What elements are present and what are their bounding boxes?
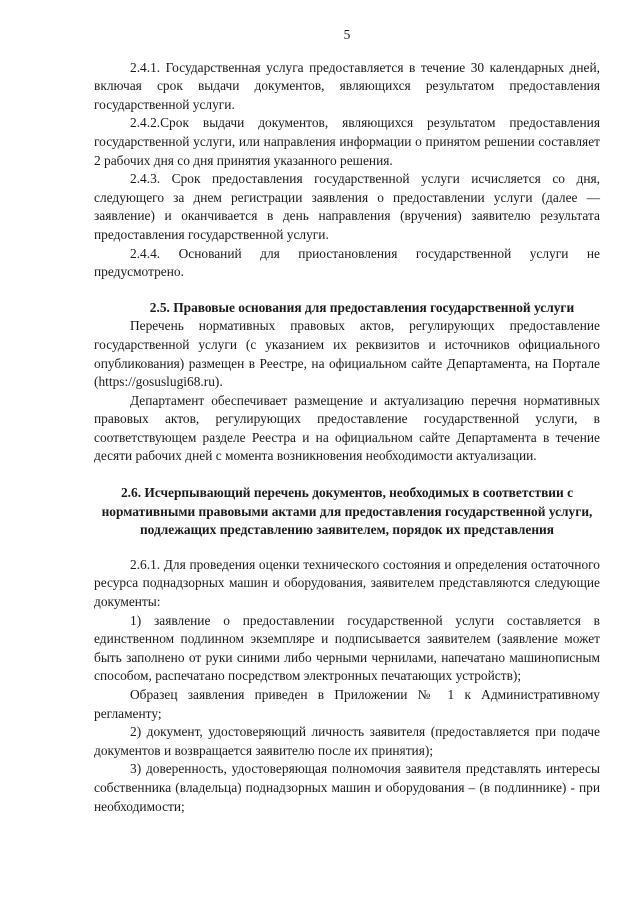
paragraph-2-6-item-1: 1) заявление о предоставлении государственной услуги составляется в единственном подлинном экземпляре и подписывается заявителем (заявление может быть заполнено от руки синими либо черными чернилами, напечатано машинописным способом, распечатано посредством электронных печатающих устройств);: [94, 612, 600, 684]
page-number: 5: [343, 27, 351, 42]
paragraph-2-4-2: 2.4.2.Срок выдачи документов, являющихся результатом предоставления государственной услуги, или направления информации о принятом решении составляет 2 рабочих дня со дня принятия указанного решения.: [94, 115, 600, 168]
paragraph-2-6-1: 2.6.1. Для проведения оценки технического состояния и определения остаточного ресурса поднадзорных машин и оборудования, заявителем представляются следующие документы:: [94, 556, 600, 610]
paragraph-2-5-1: Перечень нормативных правовых актов, регулирующих предоставление государственной услуги (с указанием их реквизитов и источников официального опубликования) размещен в Реестре, на официальном сайте Департамента, на Портале (https://gosuslugi68.ru).: [94, 318, 600, 390]
paragraph-2-6-sample: Образец заявления приведен в Приложении № 1 к Административному регламенту;: [94, 687, 600, 721]
paragraph-2-4-3: 2.4.3. Срок предоставления государственной услуги исчисляется со дня, следующего за днем регистрации заявления о предоставлении услуги (далее — заявление) и оканчивается в день направления (вручения) заявителю результата предоставления государственной услуги.: [94, 171, 600, 242]
section-2-6-title: 2.6. Исчерпывающий перечень документов, необходимых в соответствии с нормативными правовыми актами для предоставления государственной услуги, подлежащих представлению заявителем, порядок их представления: [101, 485, 593, 538]
paragraph-2-4-1: 2.4.1. Государственная услуга предоставляется в течение 30 календарных дней, включая срок выдачи документов, являющихся результатом предоставления государственной услуги.: [94, 59, 600, 112]
section-2-5-title: 2.5. Правовые основания для предоставления государственной услуги: [149, 299, 575, 315]
paragraph-2-5-2: Департамент обеспечивает размещение и актуализацию перечня нормативных правовых актов, регулирующих предоставление государственной услуги, в соответствующем разделе Реестра и на официальном сайте Департамента в течение десяти рабочих дней с момента возникновения необходимости актуализации.: [94, 392, 600, 464]
paragraph-2-6-item-2: 2) документ, удостоверяющий личность заявителя (предоставляется при подаче документов и возвращается заявителю после их принятия);: [94, 724, 600, 758]
paragraph-2-4-4: 2.4.4. Оснований для приостановления государственной услуги не предусмотрено.: [94, 245, 600, 280]
paragraph-2-6-item-3: 3) доверенность, удостоверяющая полномочия заявителя представлять интересы собственника (владельца) поднадзорных машин и оборудования – (в подлиннике) - при необходимости;: [94, 761, 600, 814]
